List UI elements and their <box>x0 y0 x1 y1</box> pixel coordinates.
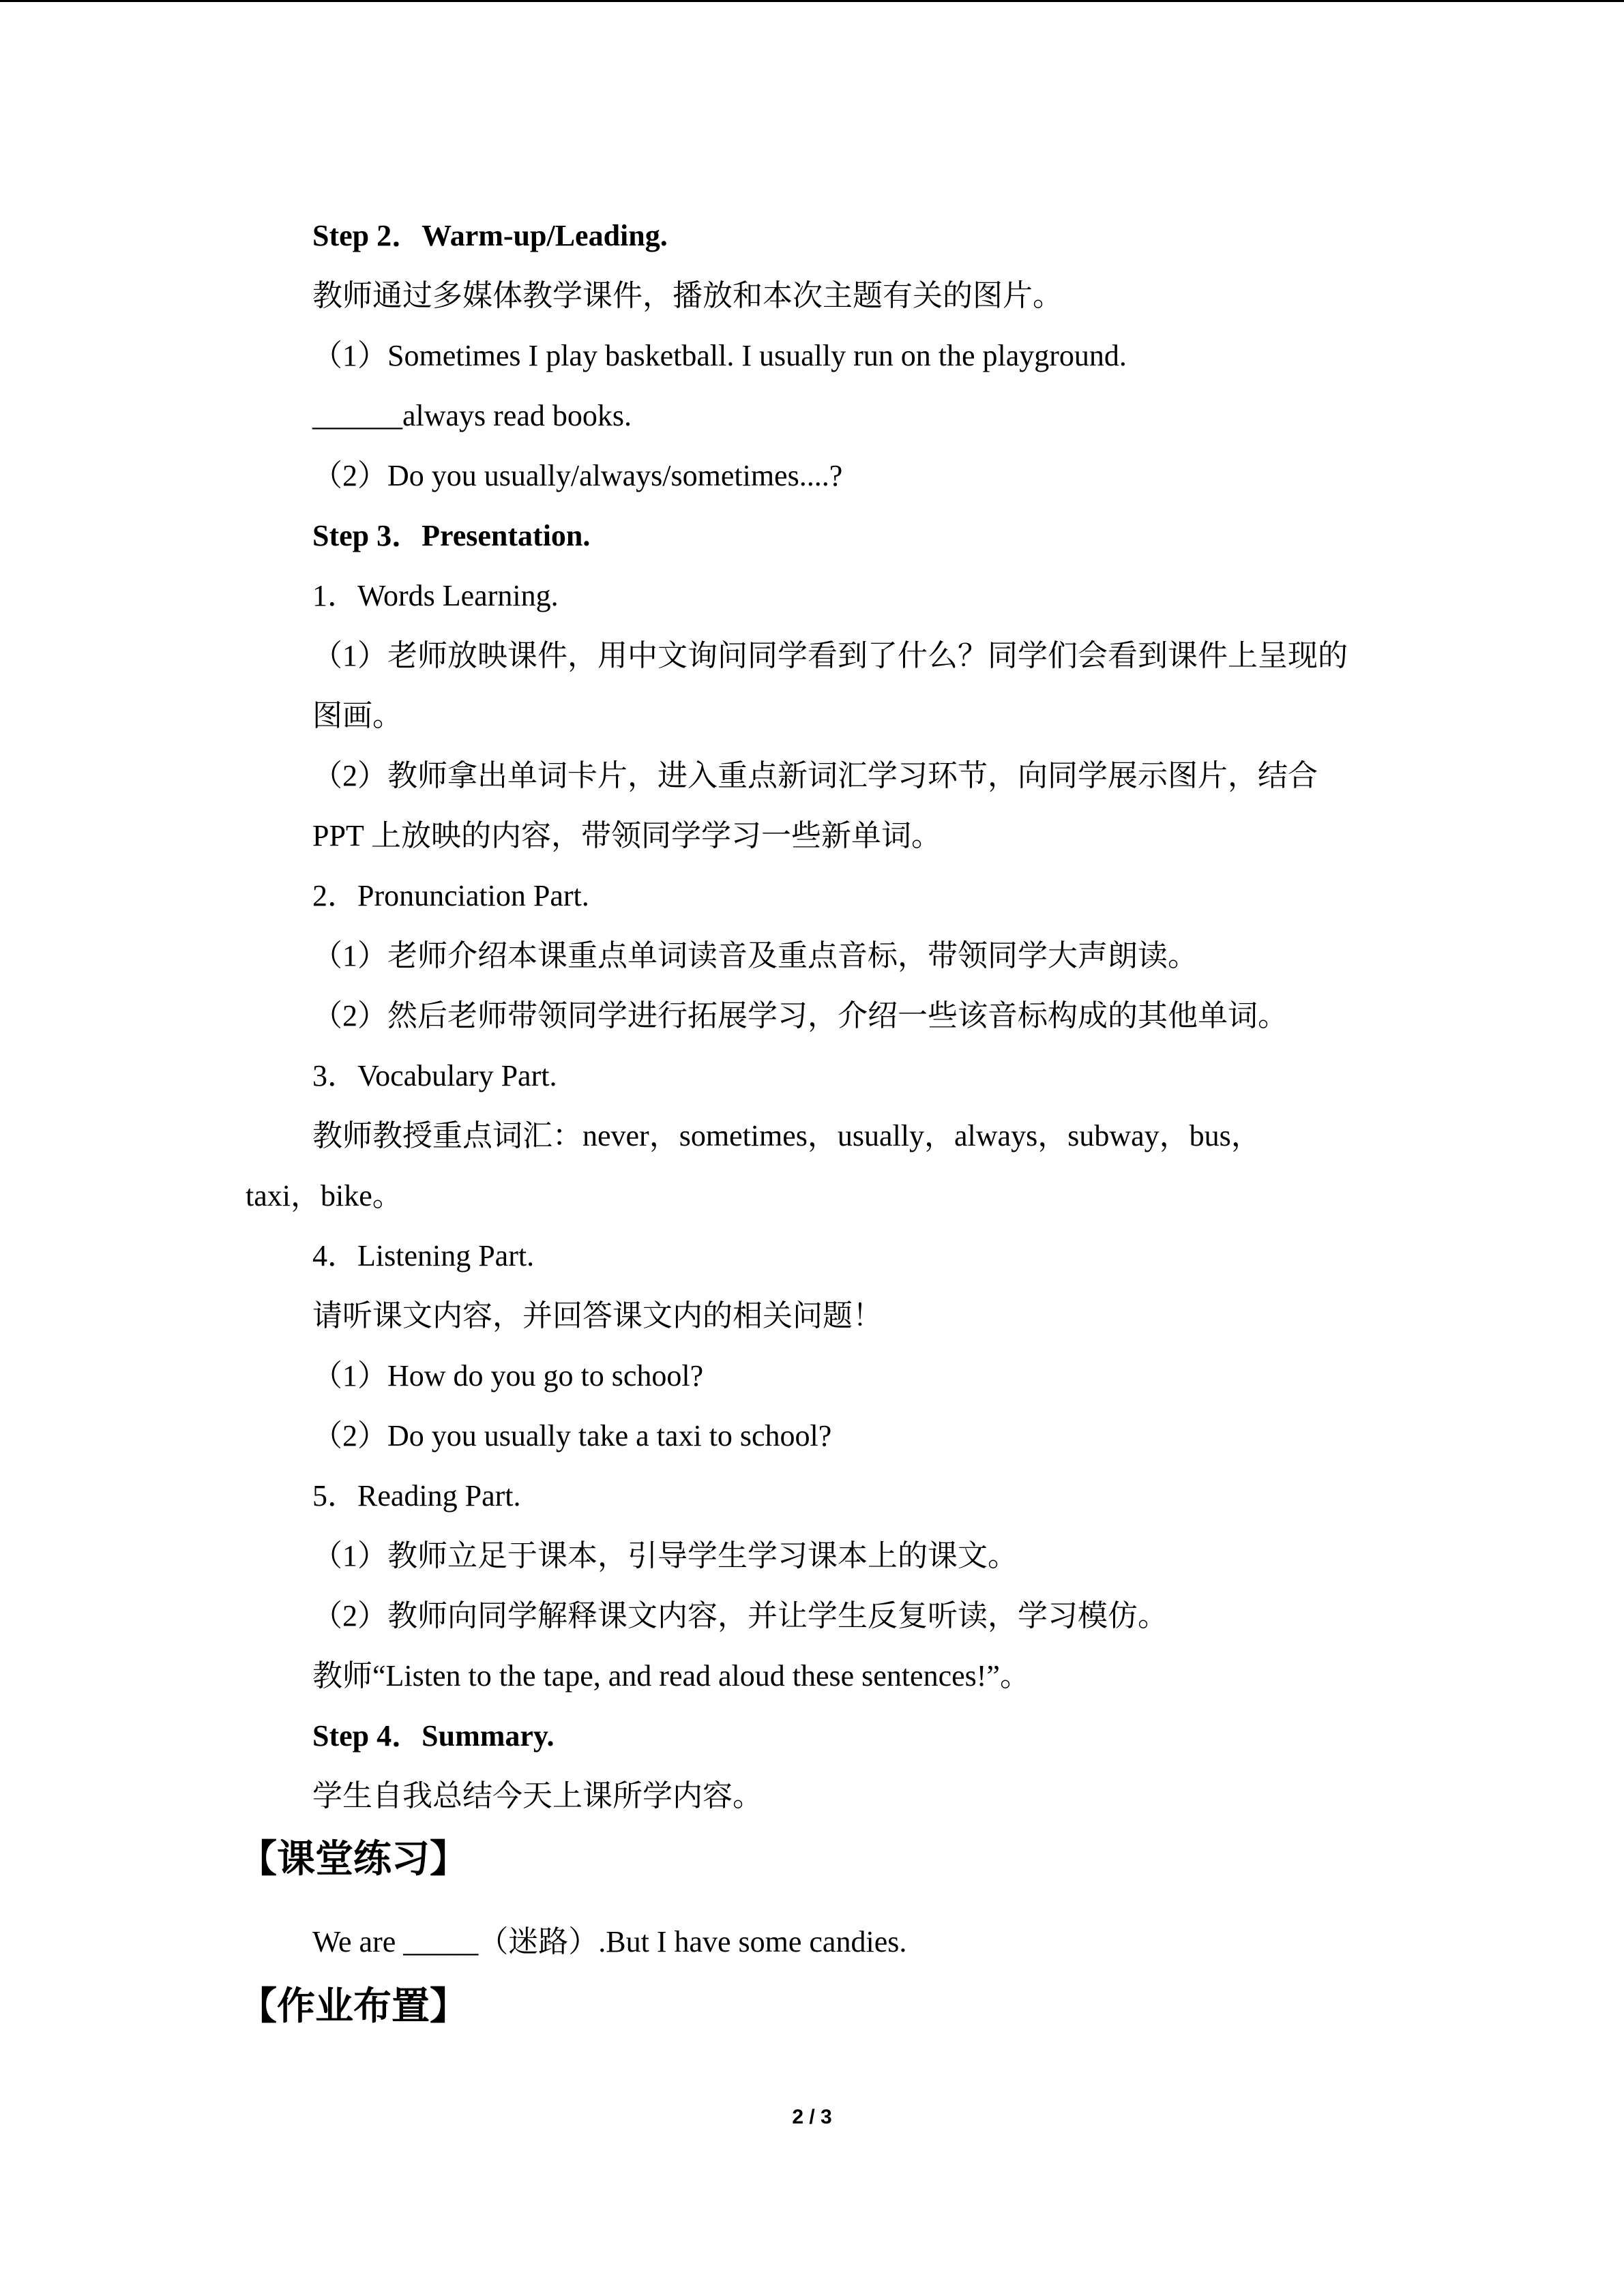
listening-question-2: （2）Do you usually take a taxi to school? <box>312 1419 832 1452</box>
step2-question-1: （1）Sometimes I play basketball. I usually run on the playground. <box>312 339 1127 372</box>
vocabulary-words-line-1: 教师教授重点词汇：never，sometimes，usually，always，subway，bus， <box>312 1119 1261 1152</box>
step2-question-2: （2）Do you usually/always/sometimes....? <box>312 459 843 492</box>
step4-title: Step 4．Summary. <box>312 1719 555 1753</box>
practice-item: We are _____（迷路）.But I have some candies. <box>312 1925 907 1958</box>
page-number: 2 / 3 <box>792 2106 832 2128</box>
practice-heading: 【课堂练习】 <box>239 1837 468 1881</box>
words-learning-title: 1．Words Learning. <box>312 579 559 612</box>
step2-title: Step 2．Warm-up/Leading. <box>312 219 668 252</box>
step4-text: 学生自我总结今天上课所学内容。 <box>312 1779 763 1813</box>
listening-title: 4．Listening Part. <box>312 1239 535 1272</box>
reading-item-1: （1）教师立足于课本，引导学生学习课本上的课文。 <box>312 1539 1018 1572</box>
reading-title: 5．Reading Part. <box>312 1479 521 1512</box>
vocabulary-title: 3．Vocabulary Part. <box>312 1059 557 1092</box>
reading-teacher-instruction: 教师“Listen to the tape, and read aloud these sentences!”。 <box>312 1659 1030 1693</box>
reading-item-2: （2）教师向同学解释课文内容，并让学生反复听读，学习模仿。 <box>312 1599 1168 1632</box>
pronunciation-title: 2．Pronunciation Part. <box>312 879 589 912</box>
step2-fill-blank: ______always read books. <box>312 399 632 432</box>
listening-question-1: （1）How do you go to school? <box>312 1359 704 1392</box>
homework-heading: 【作业布置】 <box>239 1984 468 2029</box>
listening-intro: 请听课文内容，并回答课文内的相关问题！ <box>312 1299 883 1332</box>
pronunciation-item-1: （1）老师介绍本课重点单词读音及重点音标，带领同学大声朗读。 <box>312 939 1198 972</box>
pronunciation-item-2: （2）然后老师带领同学进行拓展学习，介绍一些该音标构成的其他单词。 <box>312 999 1288 1032</box>
words-learning-item-1: （1）老师放映课件，用中文询问同学看到了什么？同学们会看到课件上呈现的图画。 <box>312 639 1348 732</box>
top-border <box>0 0 1624 2</box>
vocabulary-words-line-2: taxi，bike。 <box>246 1179 402 1212</box>
words-learning-item-2: （2）教师拿出单词卡片，进入重点新词汇学习环节，向同学展示图片，结合 PPT 上放映的内容，带领同学学习一些新单词。 <box>312 759 1318 852</box>
step3-title: Step 3．Presentation. <box>312 519 591 552</box>
step2-intro: 教师通过多媒体教学课件，播放和本次主题有关的图片。 <box>312 279 1063 312</box>
